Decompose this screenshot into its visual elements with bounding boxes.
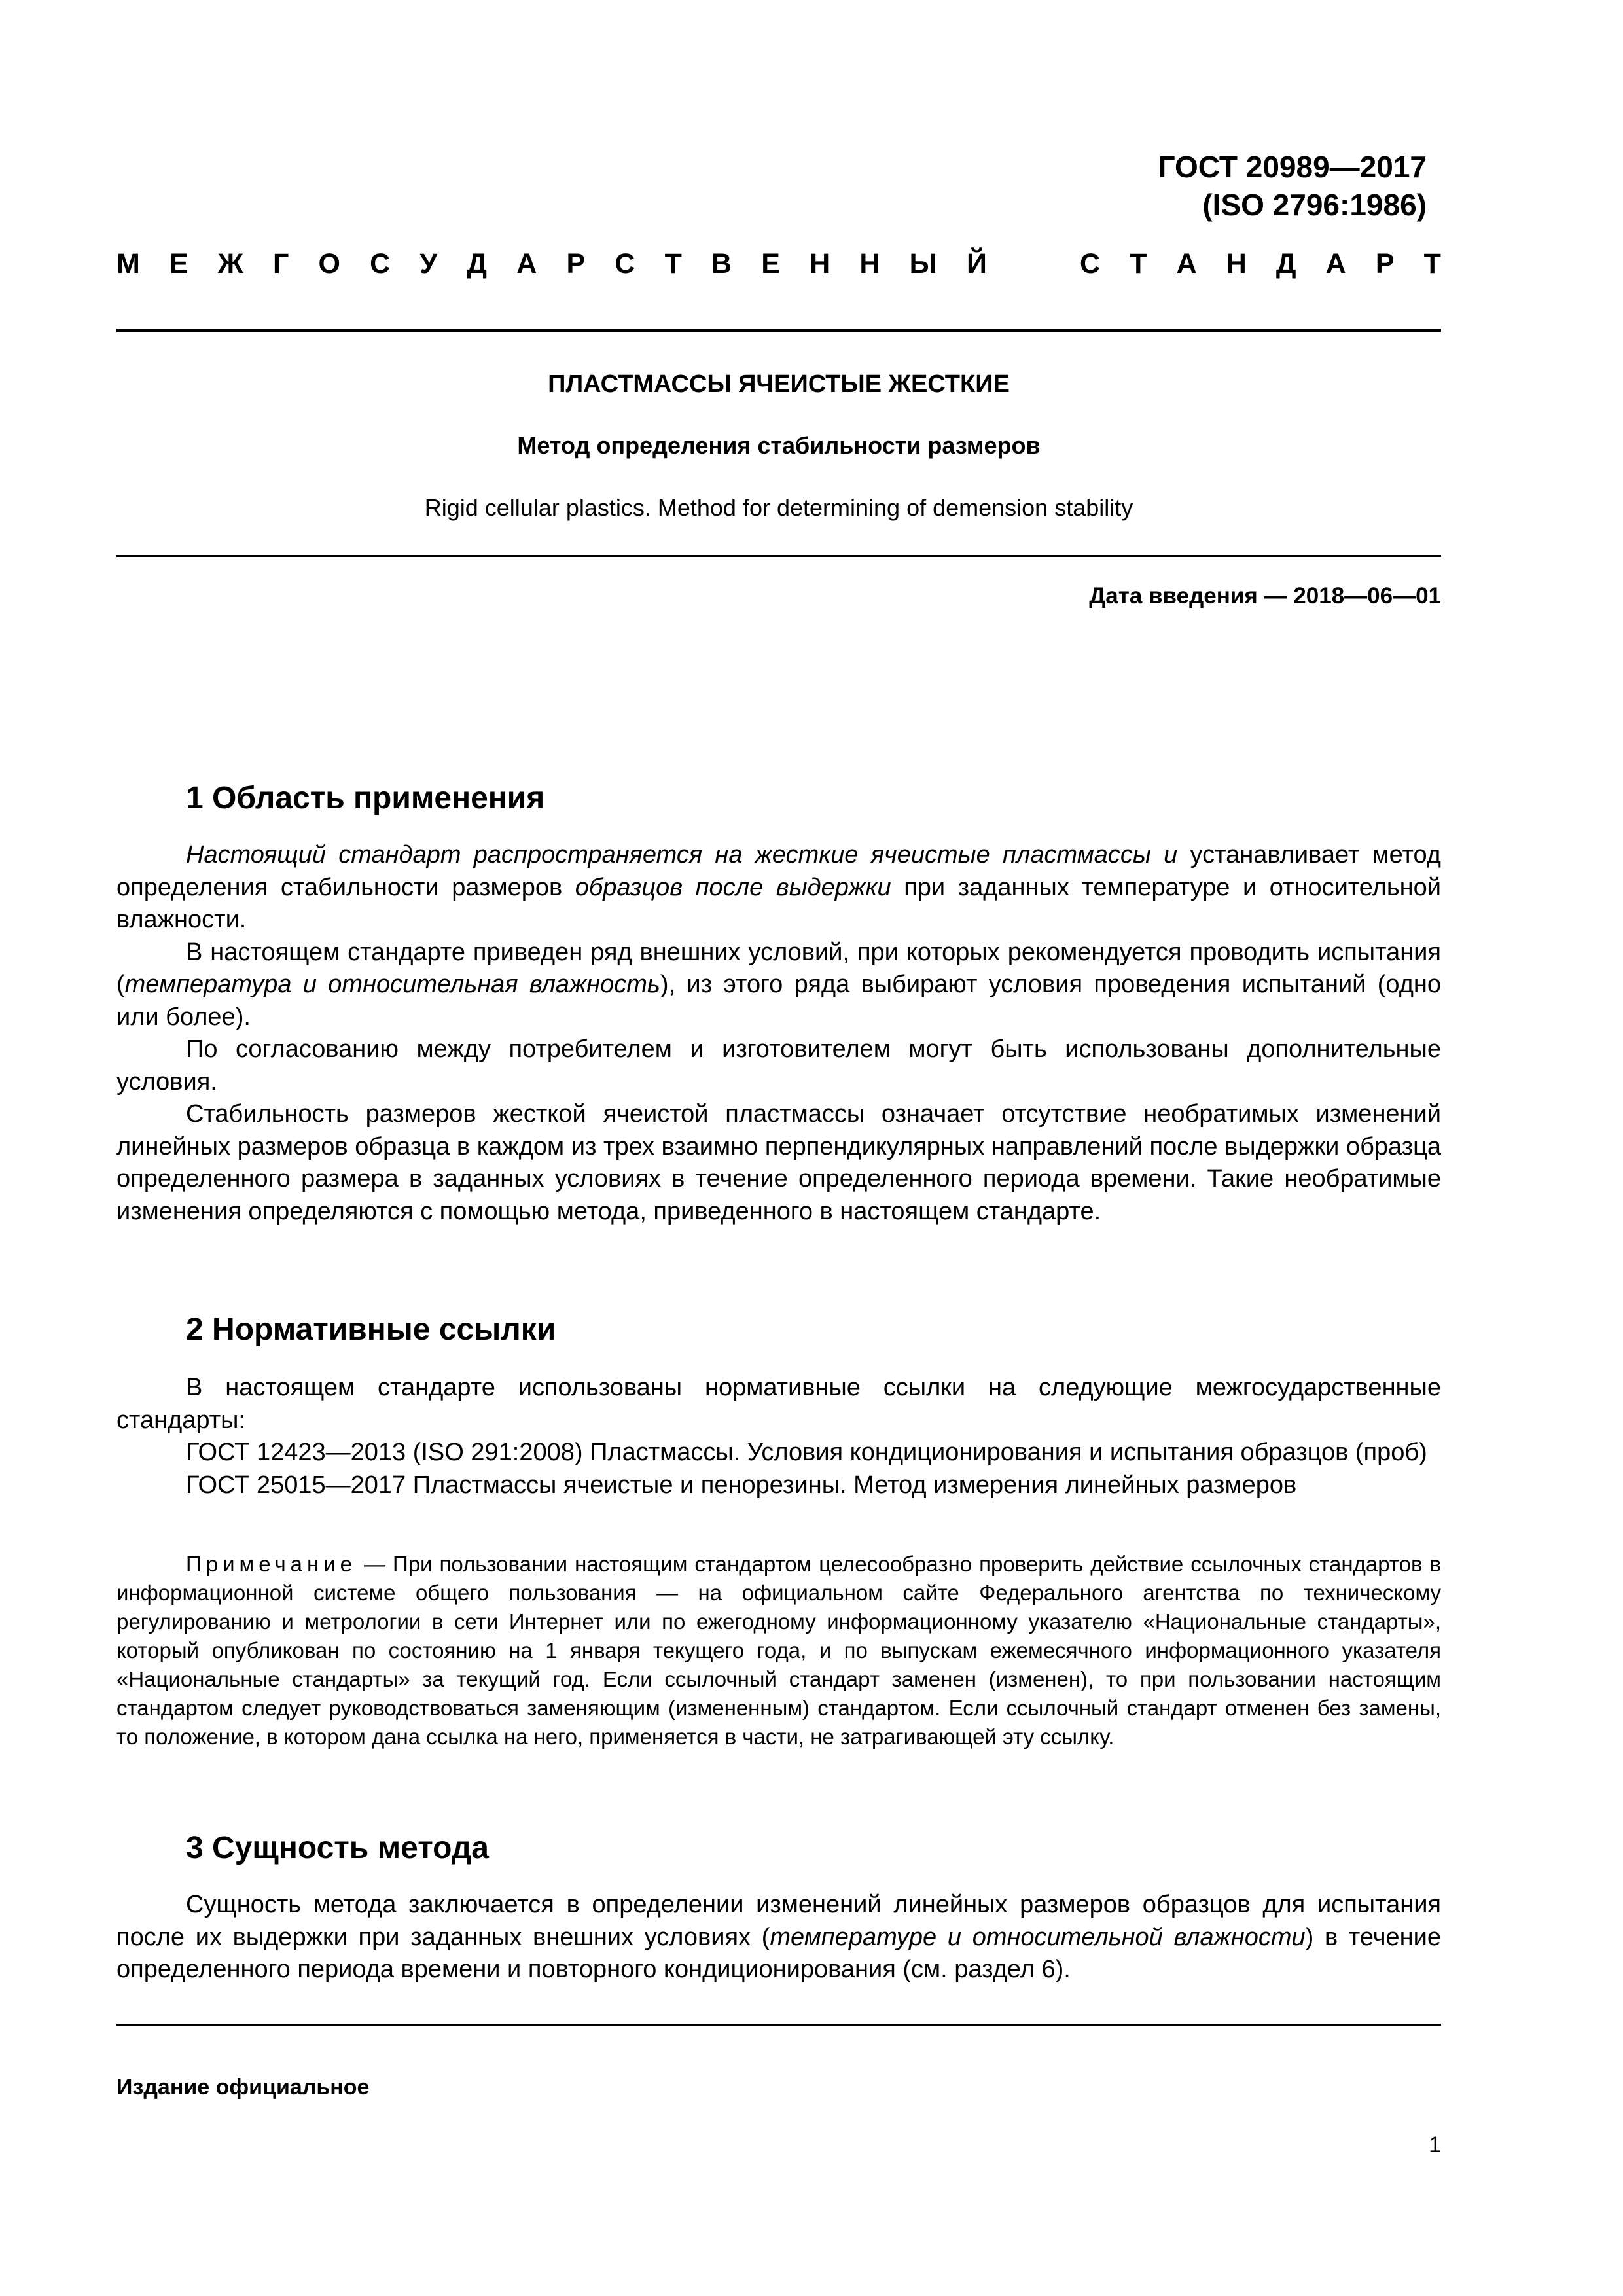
italic-text: образцов после выдержки [575, 873, 891, 901]
section-1-paragraph [116, 839, 1441, 937]
banner-letter: Е [169, 248, 188, 279]
text: Сущность метода заключается в определении изменений линейных размеров образцов для испытания после их выдержки при заданных внешних условиях ( [116, 1891, 1441, 1951]
banner-letter: А [516, 248, 537, 279]
title-rule [116, 555, 1441, 557]
section-2-heading: 2 Нормативные ссылки [186, 1312, 556, 1347]
text: при заданных температуре и относительной влажности. [116, 873, 1441, 933]
banner-letter: Т [1130, 248, 1147, 279]
standard-code: ГОСТ 20989—2017 [1158, 150, 1427, 184]
section-1-paragraph [116, 937, 1441, 1034]
document-title: ПЛАСТМАССЫ ЯЧЕИСТЫЕ ЖЕСТКИЕ [548, 370, 1010, 398]
note-block [116, 1550, 1441, 1751]
banner-letter: Ы [909, 248, 937, 279]
banner-letter: М [116, 248, 140, 279]
text: ) в течение определенного периода времени и повторного кондиционирования (см. раздел 6). [116, 1923, 1441, 1983]
section-1-paragraph: По согласованию между потребителем и изготовителем могут быть использованы дополнительные условия. [116, 1035, 1441, 1096]
banner [116, 250, 1441, 278]
introduction-date: Дата введения — 2018—06—01 [1089, 583, 1441, 609]
banner-letter: Е [761, 248, 780, 279]
page-number: 1 [1429, 2132, 1441, 2157]
italic-text: Настоящий стандарт распространяется на жесткие ячеистые пластмассы и [186, 841, 1178, 869]
iso-code: (ISO 2796:1986) [1202, 188, 1427, 222]
banner-letter: У [419, 248, 438, 279]
banner-word-standard [1080, 250, 1441, 278]
banner-letter: Т [1423, 248, 1441, 279]
banner-letter: Р [566, 248, 586, 279]
note-text: — При пользовании настоящим стандартом целесообразно проверить действие ссылочных стандартов в информационной системе общего пользования — на официальном сайте Федерального агентства по техническому регулированию и метрологии в сети Интернет или по ежегодному информационному указателю «Национальные стандарты», который опубликован по состоянию на 1 января текущего года, и по выпускам ежемесячного информационного указателя «Национальные стандарты» за текущий год. Если ссылочный стандарт заменен (изменен), то при пользовании настоящим стандартом следует руководствоваться заменяющим (измененным) стандартом. Если ссылочный стандарт отменен без замены, то положение, в котором дана ссылка на него, применяется в части, не затрагивающей эту ссылку. [116, 1552, 1441, 1749]
banner-letter: В [711, 248, 732, 279]
banner-letter: Н [810, 248, 830, 279]
section-3-heading: 3 Сущность метода [186, 1831, 489, 1865]
edition-label: Издание официальное [116, 2075, 370, 2100]
section-3-paragraph [116, 1889, 1441, 1986]
section-1-paragraph: Стабильность размеров жесткой ячеистой пластмассы означает отсутствие необратимых изменений линейных размеров образца в каждом из трех взаимно перпендикулярных направлений после выдержки образца определенного размера в заданных условиях в течение определенного периода времени. Такие необратимые изменения определяются с помощью метода, приведенного в настоящем стандарте. [116, 1100, 1441, 1225]
banner-letter: А [1325, 248, 1346, 279]
banner-letter: Р [1375, 248, 1395, 279]
note-label: Примечание [186, 1552, 357, 1576]
banner-letter: Д [1275, 248, 1296, 279]
text: В настоящем стандарте приведен ряд внешних условий, при которых рекомендуется проводить испытания ( [116, 938, 1441, 998]
banner-letter: С [1080, 248, 1101, 279]
banner-letter: О [318, 248, 340, 279]
footer-rule [116, 2024, 1441, 2026]
banner-letter: Г [272, 248, 289, 279]
section-3-body [116, 1889, 1441, 1986]
text: устанавливает метод определения стабильности размеров [116, 841, 1441, 901]
banner-letter: Ж [217, 248, 243, 279]
banner-letter: Д [467, 248, 487, 279]
italic-text: температура и относительная влажность [124, 971, 660, 998]
reference-gost-12423: ГОСТ 12423—2013 (ISO 291:2008) Пластмассы. Условия кондиционирования и испытания образцов (проб) [186, 1439, 1427, 1466]
banner-letter: Т [664, 248, 682, 279]
section-1-heading: 1 Область применения [186, 781, 545, 816]
banner-letter: С [370, 248, 391, 279]
text: ), из этого ряда выбирают условия проведения испытаний (одно или более). [116, 971, 1441, 1031]
document-subtitle: Метод определения стабильности размеров [517, 432, 1041, 459]
header-rule [116, 329, 1441, 332]
section-1-body [116, 839, 1441, 1228]
banner-letter: С [615, 248, 635, 279]
reference-gost-25015: ГОСТ 25015—2017 Пластмассы ячеистые и пенорезины. Метод измерения линейных размеров [186, 1471, 1297, 1499]
banner-letter: А [1176, 248, 1197, 279]
banner-letter: Н [1226, 248, 1247, 279]
banner-letter: Н [859, 248, 880, 279]
section-2-paragraph: В настоящем стандарте использованы нормативные ссылки на следующие межгосударственные стандарты: [116, 1374, 1441, 1434]
english-title: Rigid cellular plastics. Method for determining of demension stability [424, 494, 1133, 521]
banner-word-interstate [116, 250, 987, 278]
banner-letter: Й [966, 248, 987, 279]
italic-text: температуре и относительной влажности [770, 1923, 1306, 1951]
section-2-body [116, 1372, 1441, 1501]
